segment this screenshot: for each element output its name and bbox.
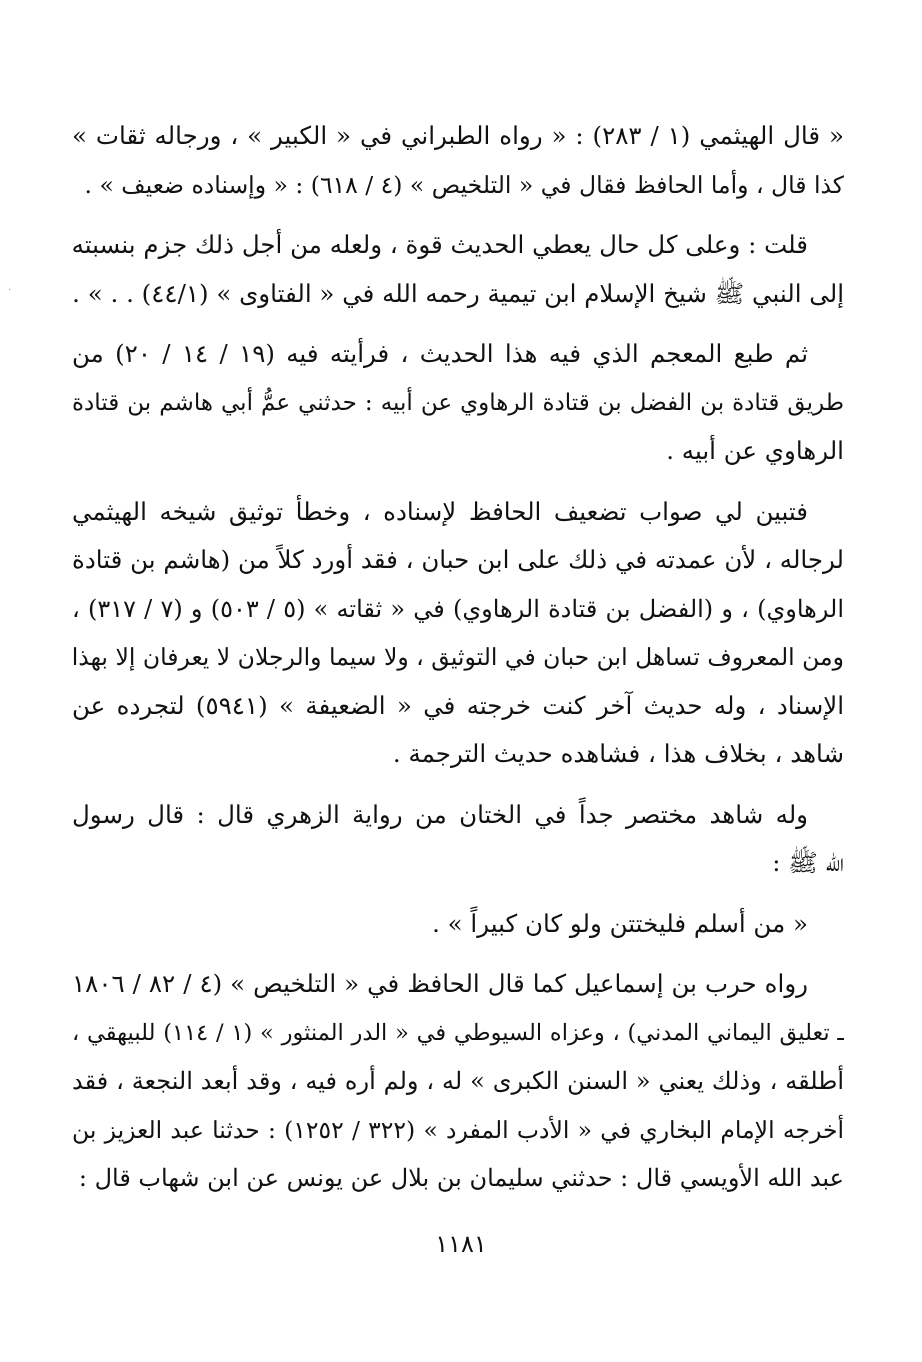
text-line: إلى النبي ﷺ شيخ الإسلام ابن تيمية رحمه الله في « الفتاوى » (٤٤/١) . . » .	[72, 278, 844, 308]
text-line: وله شاهد مختصر جداً في الختان من رواية الزهري قال : قال رسول	[72, 799, 808, 829]
text-line: الإسناد ، وله حديث آخر كنت خرجته في « الضعيفة » (٥٩٤١) لتجرده عن	[72, 690, 844, 720]
text-line: طريق قتادة بن الفضل بن قتادة الرهاوي عن أبيه : حدثني عمُّ أبي هاشم بن قتادة	[72, 389, 844, 416]
text-line: شاهد ، بخلاف هذا ، فشاهده حديث الترجمة .	[392, 739, 844, 768]
text-line: ثم طبع المعجم الذي فيه هذا الحديث ، فرأيته فيه (١٩ / ١٤ / ٢٠) من	[72, 339, 809, 368]
text-line: عبد الله الأويسي قال : حدثني سليمان بن بلال عن يونس عن ابن شهاب قال :	[78, 1164, 844, 1192]
text-line: ـ تعليق اليماني المدني) ، وعزاه السيوطي في « الدر المنثور » (١ / ١١٤) للبيهقي ،	[72, 1019, 844, 1046]
paragraph-qultu	[72, 221, 844, 318]
text-line: رواه حرب بن إسماعيل كما قال الحافظ في « التلخيص » (٤ / ٨٢ / ١٨٠٦	[72, 969, 808, 998]
page-number: ١١٨١	[435, 1230, 487, 1258]
text-line: « من أسلم فليختتن ولو كان كبيراً » .	[432, 908, 808, 938]
text-line: فتبين لي صواب تضعيف الحافظ لإسناده ، وخطأ توثيق شيخه الهيثمي	[72, 496, 808, 526]
text-line: كذا قال ، وأما الحافظ فقال في « التلخيص » (٤ / ٦١٨) : « وإسناده ضعيف » .	[84, 170, 844, 199]
text-line: أطلقه ، وذلك يعني « السنن الكبرى » له ، ولم أره فيه ، وقد أبعد النجعة ، فقد	[72, 1067, 844, 1095]
text-line: ومن المعروف تساهل ابن حبان في التوثيق ، ولا سيما والرجلان لا يعرفان إلا بهذا	[72, 643, 844, 671]
text-line: الله ﷺ :	[772, 848, 844, 877]
paragraph-haythami	[72, 112, 844, 209]
paragraph-tabayyana	[72, 488, 844, 779]
paragraph-harb	[72, 960, 844, 1203]
page-body	[72, 112, 844, 1215]
text-line: لرجاله ، لأن عمدته في ذلك على ابن حبان ، فقد أورد كلاً من (هاشم بن قتادة	[72, 545, 844, 574]
paragraph-mujam	[72, 330, 844, 476]
margin-speck: ·	[8, 285, 12, 296]
text-line: الرهاوي) ، و (الفضل بن قتادة الرهاوي) في « ثقاته » (٥ / ٥٠٣) و (٧ / ٣١٧) ،	[72, 594, 844, 623]
paragraph-shahid	[72, 791, 844, 888]
text-line: قلت : وعلى كل حال يعطي الحديث قوة ، ولعله من أجل ذلك جزم بنسبته	[72, 230, 808, 259]
text-line: أخرجه الإمام البخاري في « الأدب المفرد » (٣٢٢ / ١٢٥٢) : حدثنا عبد العزيز بن	[72, 1115, 844, 1144]
text-line: الرهاوي عن أبيه .	[666, 436, 844, 465]
text-line: « قال الهيثمي (١ / ٢٨٣) : « رواه الطبراني في « الكبير » ، ورجاله ثقات »	[72, 121, 844, 150]
hadith-quote	[72, 900, 844, 949]
